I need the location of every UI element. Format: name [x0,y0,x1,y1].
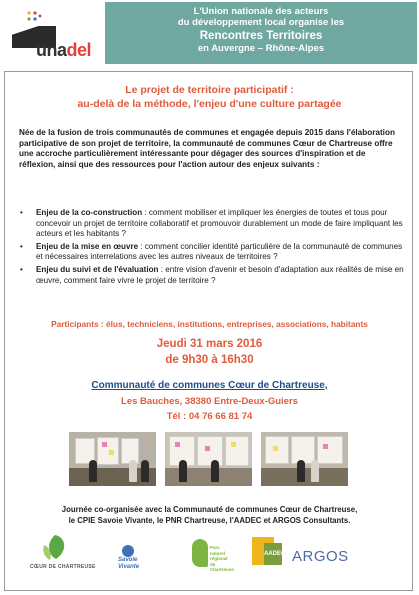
savoie-vivante-logo [108,533,158,579]
leaf-mark-icon [192,539,208,567]
list-item [20,242,406,263]
issue-heading: Enjeu de la mise en œuvre [36,241,139,251]
event-time: de 9h30 à 16h30 [165,354,254,366]
globe-icon [122,545,134,557]
leaf-icon [40,533,70,561]
dots-icon [26,10,42,26]
banner-region: en Auvergne – Rhône-Alpes [197,43,325,54]
aadec-logo [252,533,288,579]
banner-line1: L'Union nationale des acteurs [193,6,329,17]
header [0,0,419,66]
banner-title: Rencontres Territoires [199,30,323,42]
workshop-photo-1 [69,432,156,486]
bullet-icon: • [20,264,23,274]
workshop-photo-2 [165,432,252,486]
issue-heading: Enjeu de la co-construction [36,208,143,217]
aadec-label: AADEC [264,543,282,565]
pnr-line2: naturel [210,550,226,556]
argos-logo [292,533,362,579]
coorganizers-line1: Journée co-organisée avec la Communauté de communes Cœur de Chartreuse, [61,505,358,514]
pnr-line3: régional [210,556,228,561]
logo-text-accent: del [66,40,92,60]
organizer-link[interactable]: Communauté de communes Cœur de Chartreuse, [91,380,328,391]
banner-line2: du développement local organise les [177,17,345,28]
main-title-line2: au-delà de la méthode, l'enjeu d'une culture partagée [77,98,342,110]
pnr-line4: de Chartreuse [210,561,234,572]
unadel-logo [4,2,102,64]
coeur-de-chartreuse-label: CŒUR DE CHARTREUSE [30,564,96,570]
intro-paragraph: Née de la fusion de trois communautés de communes et engagée depuis 2015 dans l'élaboration participative de son projet de territoire, la communauté de communes Cœur de Chartreuse offre une accroche particulièrement intéressante pour dégager des sources d'inspiration et de réflexion, ainsi que des ressources pour l'action autour des enjeux suivants : [19,128,395,169]
issue-text: : comment concilier identité particulière de la communauté de communes et nécessaires interrelations avec les autres niveaux de territoires ? [36,241,403,262]
coeur-de-chartreuse-logo [30,533,96,579]
issues-list [20,208,406,288]
pnr-chartreuse-logo [190,533,240,579]
list-item [20,208,406,240]
logo-text-main: una [36,40,67,60]
savoie-vivante-label [118,557,139,571]
main-title-line1: Le projet de territoire participatif : [125,84,294,96]
pnr-label [210,545,240,573]
issue-text: : entre vision d'avenir et besoin d'adaptation aux réalités de mise en œuvre, comment faire vivre le projet de territoire ? [36,264,404,285]
savoie-vivante-line1: Savoie [118,557,138,563]
issue-heading: Enjeu du suivi et de l'évaluation [36,264,159,274]
header-banner [105,2,417,64]
event-date: Jeudi 31 mars 2016 [156,338,263,350]
bullet-icon: • [20,208,23,217]
savoie-vivante-line2: Vivante [118,564,140,570]
workshop-photo-3 [261,432,348,486]
coorganizers-line2: le CPIE Savoie Vivante, le PNR Chartreuse, l'AADEC et ARGOS Consultants. [68,515,351,525]
list-item [20,265,406,286]
argos-label: ARGOS [292,548,349,565]
logo-wordmark [36,40,91,61]
issue-text: : comment mobiliser et impliquer les énergies de toutes et tous pour concevoir un projet de territoire collaboratif et promouvoir durablement un mode de faire impliquant les acteurs et les habitants ? [36,208,403,239]
partner-logos [30,533,390,583]
pnr-line1: Parc [210,545,220,550]
bullet-icon: • [20,241,23,251]
event-address: Les Bauches, 38380 Entre-Deux-Guiers [121,396,298,407]
coorganizers-text [0,505,419,526]
event-phone: Tél : 04 76 66 81 74 [166,411,253,422]
participants-line: Participants : élus, techniciens, institutions, entreprises, associations, habitants [51,319,368,329]
